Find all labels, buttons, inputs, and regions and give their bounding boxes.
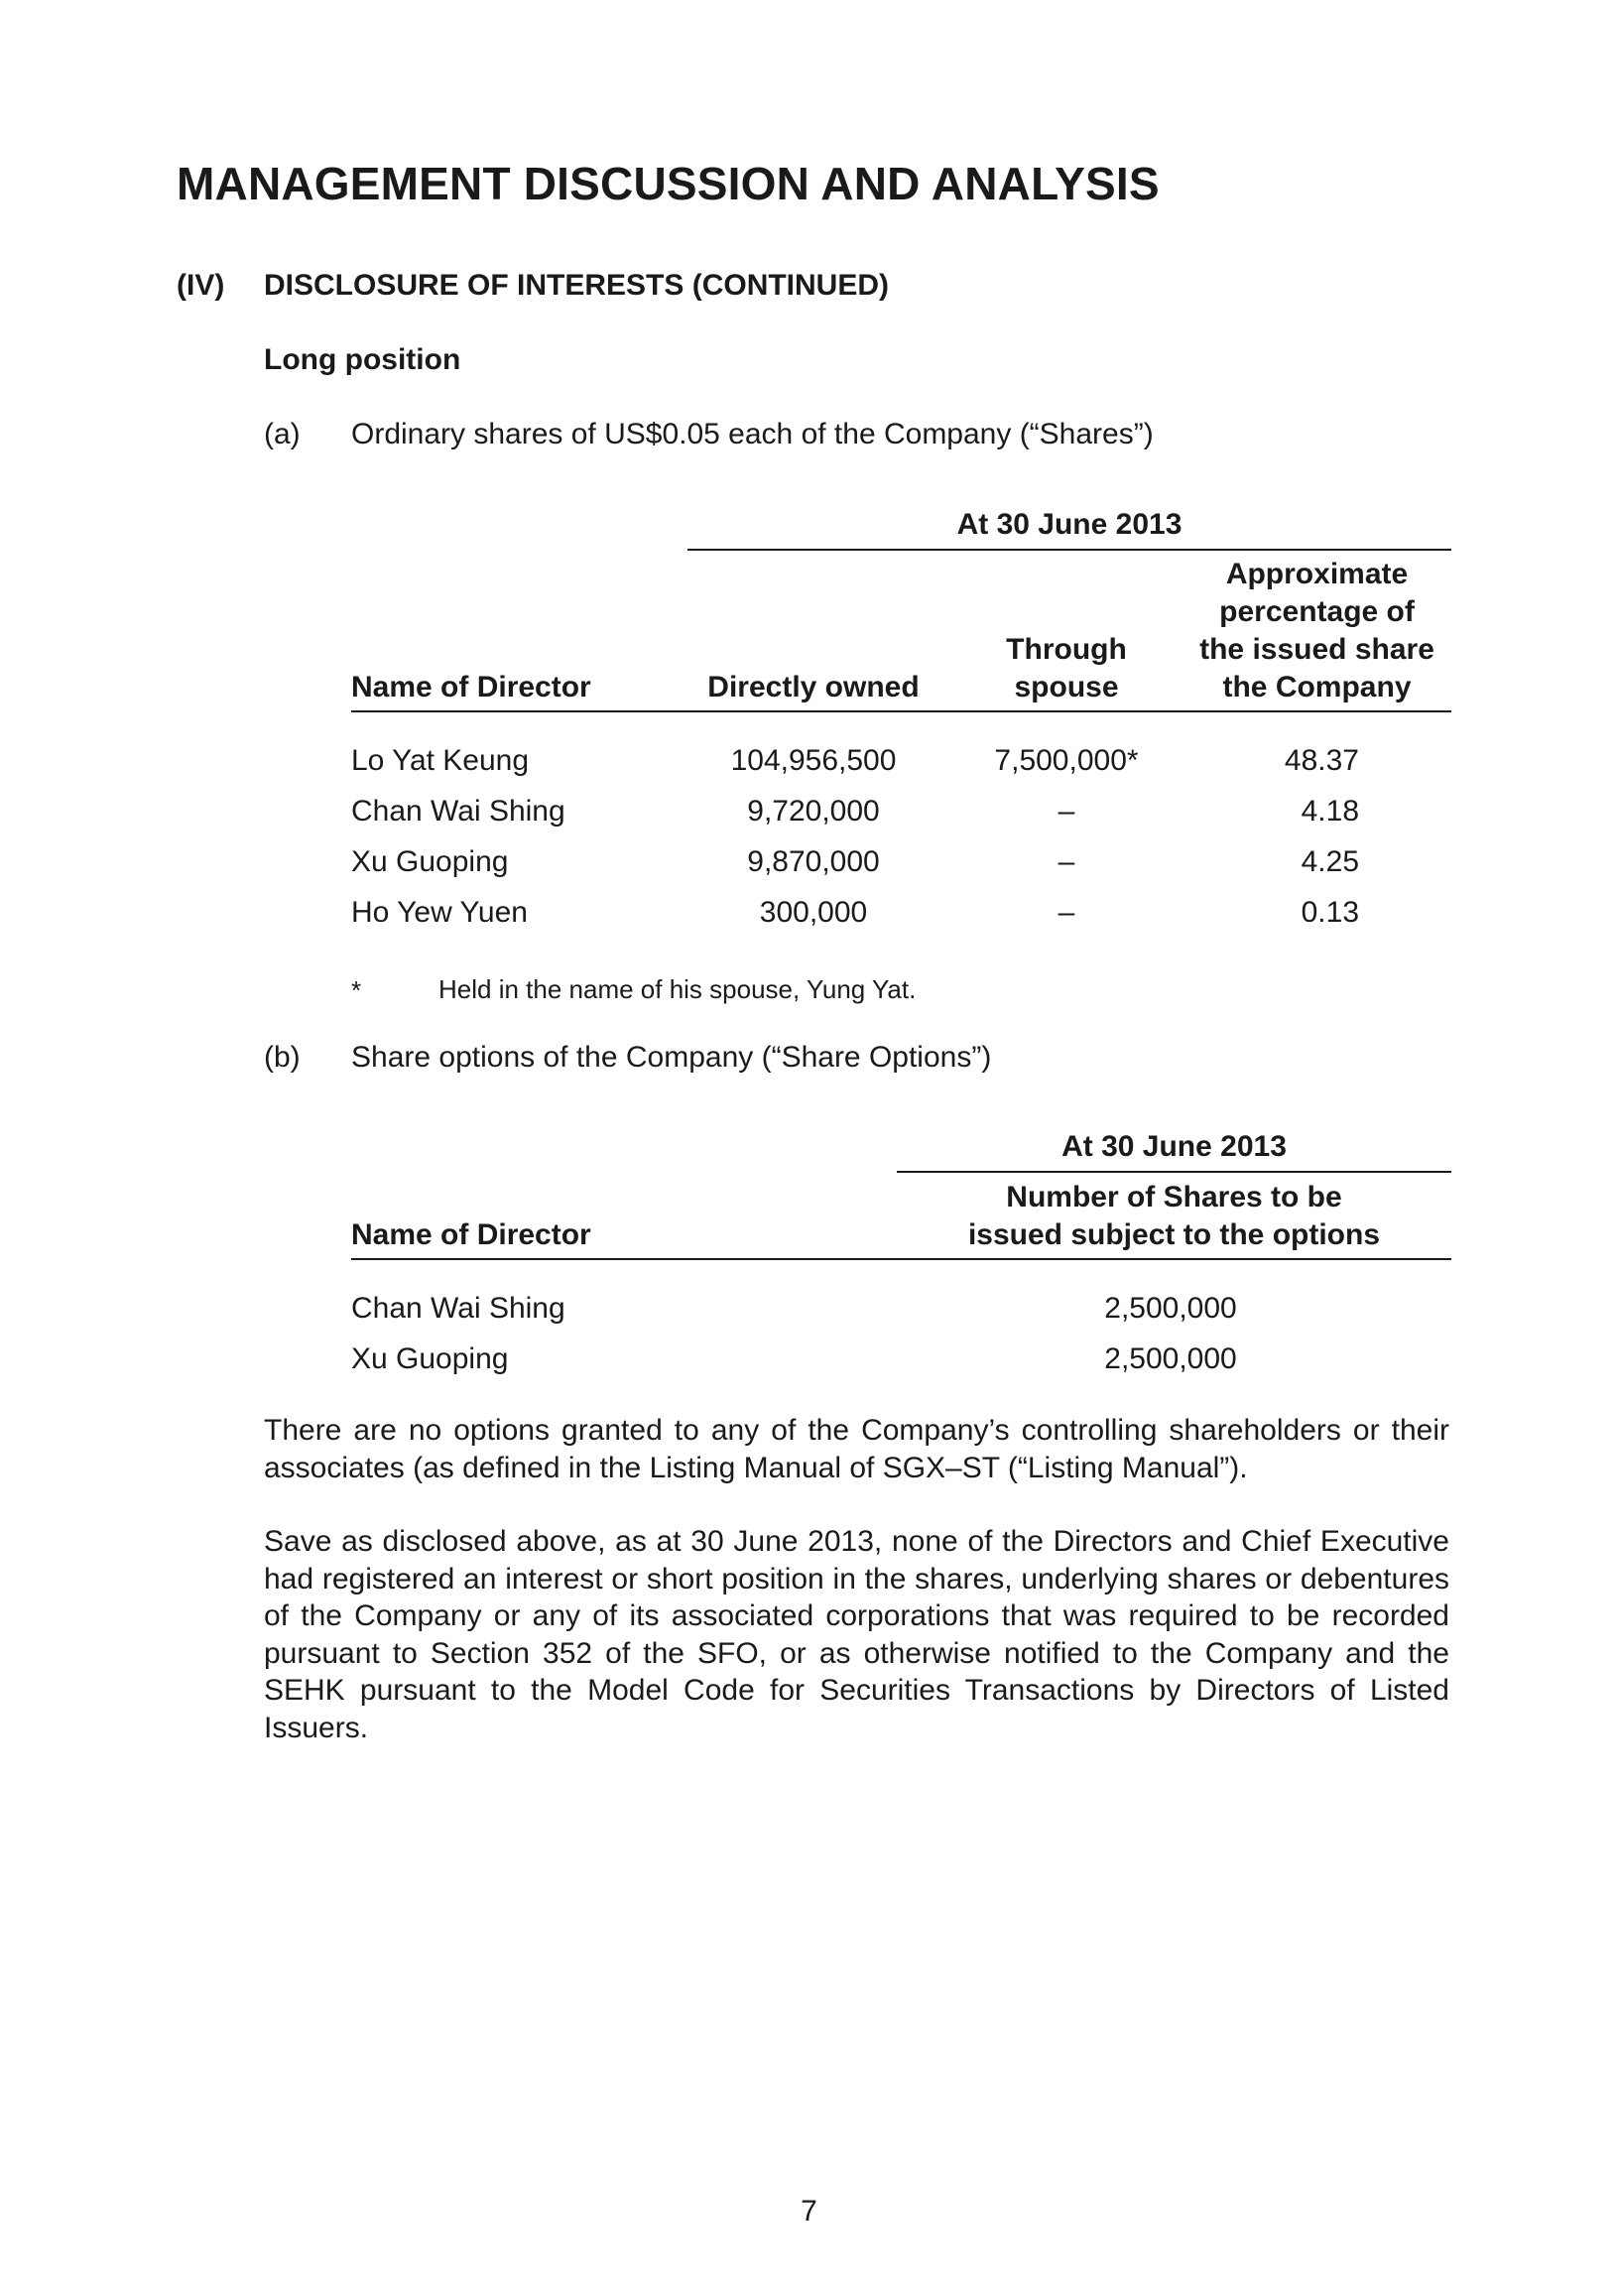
table-a-header-pct-3: the issued share [1199, 633, 1434, 666]
item-b-label: (b) [264, 1041, 301, 1074]
paragraph-options-note: There are no options granted to any of the Company’s controlling shareholders or their associates (as defined in the Listing Manual of SGX–ST (“Listing Manual”). [264, 1414, 1449, 1484]
table-row-pct: 48.37 [1284, 744, 1359, 777]
table-a-header-pct-4: the Company [1222, 671, 1412, 703]
table-a-group-rule [687, 549, 1451, 551]
table-row-name: Lo Yat Keung [351, 744, 530, 777]
table-row-name: Chan Wai Shing [351, 795, 565, 828]
item-b-text: Share options of the Company (“Share Options”) [351, 1041, 992, 1074]
table-b-header-shares-2: issued subject to the options [967, 1218, 1381, 1251]
section-number: (IV) [177, 269, 225, 302]
table-row-spouse: – [1058, 795, 1075, 828]
table-row-name: Xu Guoping [351, 845, 509, 878]
table-a-header-rule [351, 710, 1451, 712]
table-row-name: Xu Guoping [351, 1342, 509, 1375]
table-b-group-rule [897, 1171, 1451, 1173]
table-a-header-pct-1: Approximate [1225, 558, 1409, 590]
table-a-header-spouse-1: Through [1006, 633, 1127, 666]
table-row-direct: 9,720,000 [747, 795, 880, 828]
table-row-spouse: 7,500,000* [994, 744, 1139, 777]
subheading: Long position [264, 343, 461, 376]
table-a-header-name: Name of Director [351, 671, 591, 703]
table-a-group-header: At 30 June 2013 [956, 508, 1182, 541]
table-row-pct: 4.18 [1301, 795, 1359, 828]
table-a-header-pct-2: percentage of [1219, 595, 1415, 628]
table-row-spouse: – [1058, 845, 1075, 878]
paragraph-disclosure-statement: Save as disclosed above, as at 30 June 2013, none of the Directors and Chief Executive had registered an interest or short position in the shares, underlying shares or debentures of the Company or any of its associated corporations that was required to be recorded pursuant to Section 352 of the SFO, or as otherwise notified to the Company and the SEHK pursuant to the Model Code for Securities Transactions by Directors of Listed Issuers. [264, 1525, 1449, 1744]
table-b-group-header: At 30 June 2013 [1061, 1130, 1287, 1163]
table-a-header-direct: Directly owned [707, 671, 920, 703]
footnote-mark: * [351, 975, 362, 1005]
table-row-name: Ho Yew Yuen [351, 896, 528, 929]
table-row-name: Chan Wai Shing [351, 1292, 565, 1325]
table-row-pct: 0.13 [1301, 896, 1359, 929]
table-row-spouse: – [1058, 896, 1075, 929]
table-row-direct: 104,956,500 [730, 744, 897, 777]
table-b-header-rule [351, 1258, 1451, 1260]
table-b-header-name: Name of Director [351, 1218, 591, 1251]
table-row-direct: 9,870,000 [747, 845, 880, 878]
table-row-shares: 2,500,000 [1104, 1342, 1237, 1375]
page-title: MANAGEMENT DISCUSSION AND ANALYSIS [177, 158, 1160, 209]
table-row-direct: 300,000 [759, 896, 868, 929]
footnote-text: Held in the name of his spouse, Yung Yat. [438, 974, 917, 1004]
item-a-text: Ordinary shares of US$0.05 each of the Company (“Shares”) [351, 418, 1154, 450]
table-b-header-shares-1: Number of Shares to be [1006, 1181, 1342, 1213]
section-title: DISCLOSURE OF INTERESTS (CONTINUED) [264, 269, 890, 302]
item-a-label: (a) [264, 418, 301, 450]
page-number: 7 [801, 2195, 817, 2228]
table-row-shares: 2,500,000 [1104, 1292, 1237, 1325]
table-a-header-spouse-2: spouse [1014, 671, 1119, 703]
table-row-pct: 4.25 [1301, 845, 1359, 878]
